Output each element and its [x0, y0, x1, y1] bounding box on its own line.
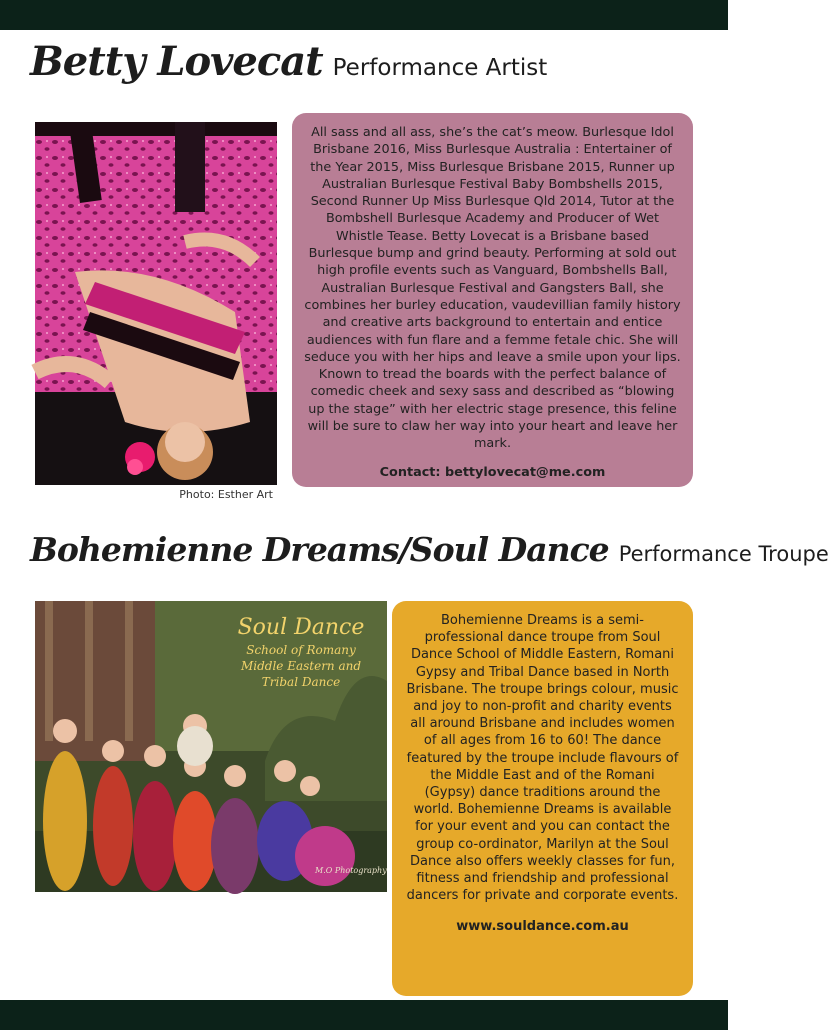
betty-bio-box	[292, 113, 693, 487]
betty-photo-caption: Photo: Esther Art	[179, 488, 273, 501]
bohemienne-photo-title-block	[220, 615, 382, 690]
bohemienne-photo	[35, 601, 387, 892]
bohemienne-website[interactable]: www.souldance.com.au	[456, 919, 629, 935]
bohemienne-bio-box	[392, 601, 693, 996]
betty-heading	[30, 38, 547, 85]
betty-role: Performance Artist	[332, 55, 548, 81]
bohemienne-role: Performance Troupe	[618, 542, 829, 566]
betty-contact[interactable]: Contact: bettylovecat@me.com	[379, 464, 606, 480]
bohemienne-photo-subtitle: School of Romany Middle Eastern and Tribal Dance	[240, 643, 362, 689]
bottom-band	[0, 1000, 728, 1030]
top-band	[0, 0, 728, 30]
bohemienne-photo-title: Soul Dance	[237, 615, 365, 640]
betty-bio: All sass and all ass, she’s the cat’s meow. Burlesque Idol Brisbane 2016, Miss Burlesque Australia : Entertainer of the Year 2015, Miss Burlesque Brisbane 2015, Runner up Australian Burlesque Festival Baby Bombshells 2015, Second Runner Up Miss Burlesque Qld 2014, Tutor at the Bombshell Burlesque Academy and Producer of Wet Whistle Tease. Betty Lovecat is a Brisbane based Burlesque bump and grind beauty. Performing at sold out high profile events such as Vanguard, Bombshells Ball, Australian Burlesque Festival and Gangsters Ball, she combines her burley education, vaudevillian family history and creative arts background to entertain and entice audiences with fun flare and a femme fetale chic. She will seduce you with her hips and leave a smile upon your lips. Known to tread the boards with the perfect balance of comedic cheek and sexy sass and described as “blowing up the stage” with her electric stage presence, this feline will be sure to claw her way into your heart and leave her mark.	[304, 125, 681, 452]
betty-photo	[35, 122, 277, 485]
bohemienne-bio: Bohemienne Dreams is a semi-professional dance troupe from Soul Dance School of Middle Eastern, Romani Gypsy and Tribal Dance based in North Brisbane. The troupe brings colour, music and joy to non-profit and charity events all around Brisbane and includes women of all ages from 16 to 60! The dance featured by the troupe include flavours of the Middle East and of the Romani (Gypsy) dance traditions around the world. Bohemienne Dreams is available for your event and you can contact the group co-ordinator, Marilyn at the Soul Dance also offers weekly classes for fun, fitness and friendship and professional dancers for private and corporate events.	[406, 613, 679, 904]
bohemienne-name: Bohemienne Dreams/Soul Dance	[30, 530, 609, 569]
betty-name: Betty Lovecat	[30, 38, 323, 85]
bohemienne-heading	[30, 530, 829, 569]
bohemienne-photo-credit: M.O Photography	[315, 866, 387, 875]
